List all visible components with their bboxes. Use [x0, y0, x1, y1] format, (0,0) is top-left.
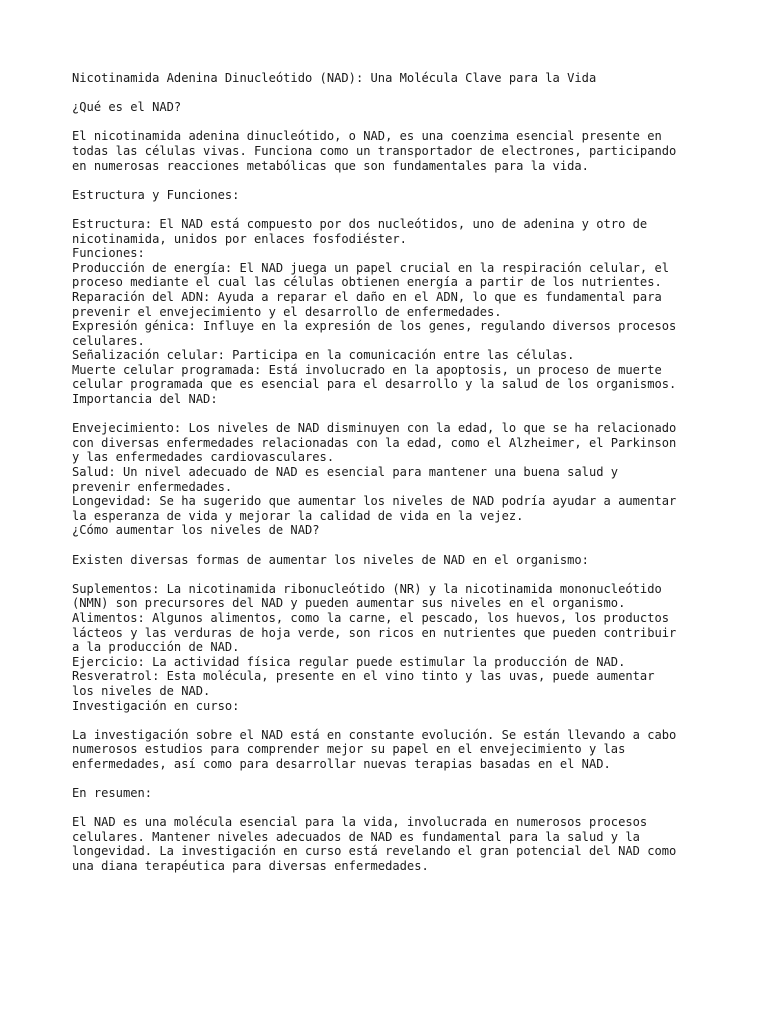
text-line: Nicotinamida Adenina Dinucleótido (NAD): Una Molécula Clave para la Vida — [72, 71, 597, 85]
text-line: Señalización celular: Participa en la comunicación entre las células. — [72, 348, 575, 363]
text-line: lácteos y las verduras de hoja verde, son ricos en nutrientes que pueden contribuir — [72, 625, 677, 640]
text-line: En resumen: — [72, 786, 153, 801]
text-line: Alimentos: Algunos alimentos, como la carne, el pescado, los huevos, los productos — [72, 610, 670, 625]
text-line: a la producción de NAD. — [72, 640, 240, 655]
paragraph — [72, 582, 732, 713]
text-line: ¿Qué es el NAD? — [72, 100, 182, 115]
text-line: Estructura: El NAD está compuesto por dos nucleótidos, uno de adenina y otro de — [72, 216, 648, 231]
paragraph — [72, 553, 732, 568]
text-line: La investigación sobre el NAD está en constante evolución. Se están llevando a cabo — [72, 727, 677, 742]
text-line: con diversas enfermedades relacionadas con la edad, como el Alzheimer, el Parkinson — [72, 435, 677, 450]
text-line: enfermedades, así como para desarrollar nuevas terapias basadas en el NAD. — [72, 756, 611, 771]
text-line: prevenir el envejecimiento y el desarrollo de enfermedades. — [72, 304, 502, 319]
text-line: Estructura y Funciones: — [72, 187, 240, 202]
text-line: Salud: Un nivel adecuado de NAD es esencial para mantener una buena salud y — [72, 465, 619, 480]
paragraph — [72, 815, 732, 873]
document-page — [72, 71, 732, 888]
text-line: proceso mediante el cual las células obtienen energía a partir de los nutrientes. — [72, 275, 662, 290]
text-line: Existen diversas formas de aumentar los niveles de NAD en el organismo: — [72, 552, 589, 567]
text-line: numerosos estudios para comprender mejor su papel en el envejecimiento y las — [72, 742, 626, 757]
paragraph — [72, 129, 732, 173]
text-line: (NMN) son precursores del NAD y pueden aumentar sus niveles en el organismo. — [72, 596, 626, 611]
text-line: celular programada que es esencial para el desarrollo y la salud de los organismos. — [72, 377, 677, 392]
text-line: los niveles de NAD. — [72, 683, 211, 698]
text-line: celulares. Mantener niveles adecuados de NAD es fundamental para la salud y la — [72, 829, 640, 844]
text-line: Expresión génica: Influye en la expresión de los genes, regulando diversos procesos — [72, 319, 677, 334]
text-line: Funciones: — [72, 246, 145, 261]
text-line: y las enfermedades cardiovasculares. — [72, 450, 335, 465]
paragraph — [72, 217, 732, 407]
text-line: una diana terapéutica para diversas enfermedades. — [72, 859, 429, 874]
text-line: Muerte celular programada: Está involucrado en la apoptosis, un proceso de muerte — [72, 362, 662, 377]
text-line: la esperanza de vida y mejorar la calidad de vida en la vejez. — [72, 508, 524, 523]
text-line: Importancia del NAD: — [72, 392, 218, 407]
paragraph — [72, 100, 732, 115]
text-line: longevidad. La investigación en curso está revelando el gran potencial del NAD como — [72, 844, 677, 859]
text-line: en numerosas reacciones metabólicas que son fundamentales para la vida. — [72, 158, 589, 173]
text-line: Envejecimiento: Los niveles de NAD disminuyen con la edad, lo que se ha relacionado — [72, 421, 677, 436]
text-line: Longevidad: Se ha sugerido que aumentar los niveles de NAD podría ayudar a aumentar — [72, 494, 677, 509]
text-line: nicotinamida, unidos por enlaces fosfodiéster. — [72, 231, 407, 246]
text-line: Investigación en curso: — [72, 698, 240, 713]
paragraph — [72, 188, 732, 203]
text-line: Producción de energía: El NAD juega un papel crucial en la respiración celular, el — [72, 260, 670, 275]
text-line: Suplementos: La nicotinamida ribonucleótido (NR) y la nicotinamida mononucleótido — [72, 581, 662, 596]
text-line: El NAD es una molécula esencial para la vida, involucrada en numerosos procesos — [72, 815, 648, 830]
text-line: El nicotinamida adenina dinucleótido, o NAD, es una coenzima esencial presente en — [72, 129, 662, 144]
paragraph — [72, 728, 732, 772]
paragraph — [72, 786, 732, 801]
text-line: ¿Cómo aumentar los niveles de NAD? — [72, 523, 320, 538]
text-line: prevenir enfermedades. — [72, 479, 233, 494]
document-title — [72, 71, 732, 86]
text-line: Reparación del ADN: Ayuda a reparar el daño en el ADN, lo que es fundamental para — [72, 289, 662, 304]
paragraph — [72, 421, 732, 538]
text-line: todas las células vivas. Funciona como un transportador de electrones, participando — [72, 143, 677, 158]
text-line: Ejercicio: La actividad física regular puede estimular la producción de NAD. — [72, 654, 626, 669]
text-line: Resveratrol: Esta molécula, presente en el vino tinto y las uvas, puede aumentar — [72, 669, 655, 684]
text-line: celulares. — [72, 333, 145, 348]
